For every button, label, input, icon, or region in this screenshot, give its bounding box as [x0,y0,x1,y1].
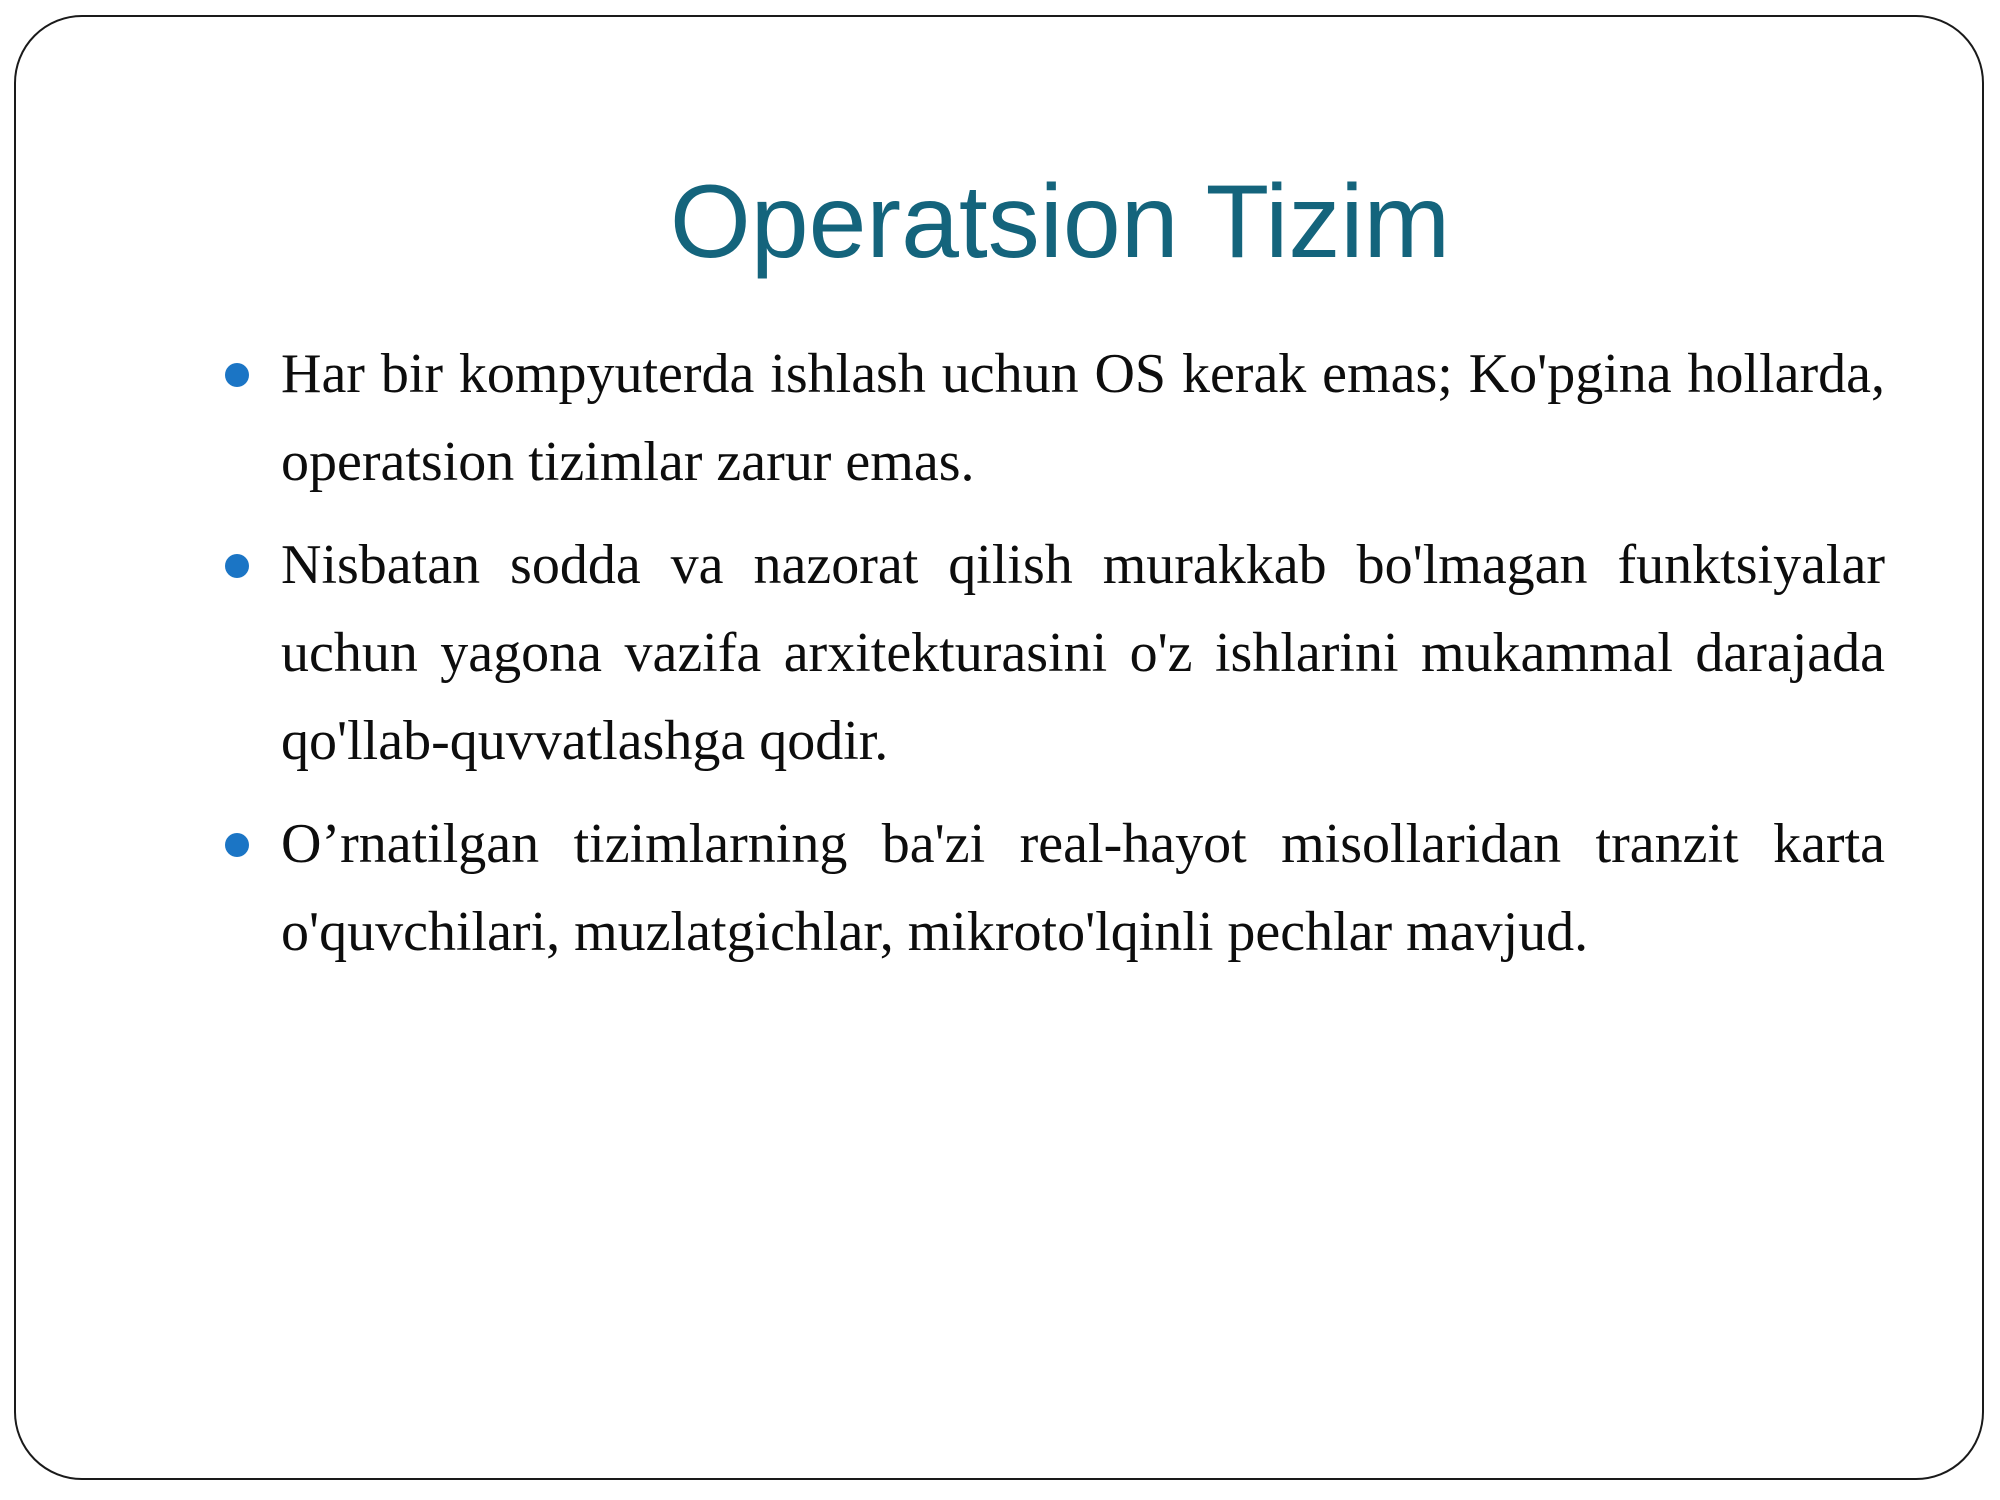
bullet-text: Har bir kompyuterda ishlash uchun OS kerak emas; Ko'pgina hollarda, operatsion tizimlar zarur emas. [281,343,1885,493]
slide-title: Operatsion Tizim [669,164,1451,280]
circle-bullet-icon [225,363,249,387]
bullet-item [225,800,1885,976]
bullet-text: Nisbatan sodda va nazorat qilish murakkab bo'lmagan funktsiyalar uchun yagona vazifa arxitekturasini o'z ishlarini mukammal darajada qo'llab-quvvatlashga qodir. [281,534,1885,772]
circle-bullet-icon [225,833,249,857]
bullet-text: O’rnatilgan tizimlarning ba'zi real-hayot misollaridan tranzit karta o'quvchilari, muzlatgichlar, mikroto'lqinli pechlar mavjud. [281,813,1885,963]
bullet-list [225,330,1885,991]
bullet-item [225,521,1885,785]
circle-bullet-icon [225,554,249,578]
bullet-item [225,330,1885,506]
